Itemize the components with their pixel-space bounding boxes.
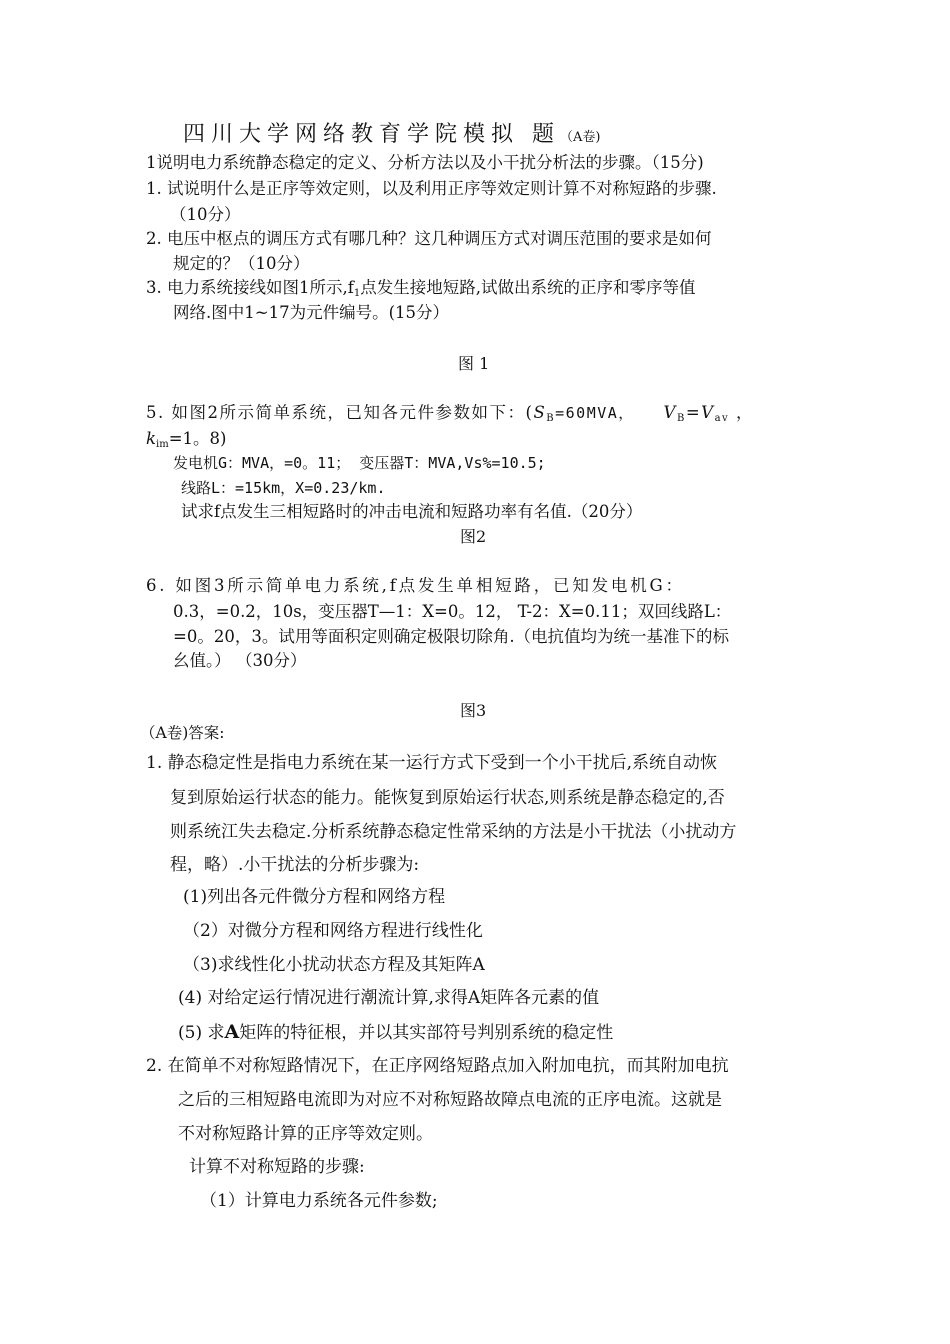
figure-2-caption: 图2 — [460, 527, 487, 546]
title-suffix: （A卷) — [560, 130, 601, 145]
answer-1-step1: (1)列出各元件微分方程和网络方程 — [183, 887, 446, 907]
question-5-line-params: 线路L：=15km，X=0.23/km. — [181, 479, 386, 497]
step5-b: 矩阵的特征根，并以其实部符号判别系统的稳定性 — [239, 1023, 614, 1043]
q5-text-b: =60MVA， — [555, 404, 635, 422]
q5-S-sub: B — [546, 413, 556, 424]
answer-2-line2: 之后的三相短路电流即为对应不对称短路故障点电流的正序电流。这就是 — [178, 1090, 722, 1110]
q5-line2-b: =1。8) — [168, 429, 227, 448]
q5-comma: ， — [729, 403, 754, 422]
question-6-line3: =0。20，3。试用等面积定则确定极限切除角.（电抗值均为统一基准下的标 — [173, 627, 730, 646]
q5-S: S — [533, 403, 547, 422]
answer-2-step1: （1）计算电力系统各元件参数; — [200, 1191, 438, 1211]
question-4-line1 — [146, 277, 695, 305]
answer-1-line3: 则系统江失去稳定.分析系统静态稳定性常采纳的方法是小干扰法（小扰动方 — [170, 822, 737, 842]
answer-1-step3: （3)求线性化小扰动状态方程及其矩阵A — [183, 955, 485, 975]
question-3-line2: 规定的？（10分） — [173, 254, 310, 273]
q5-k-sub: im — [156, 439, 169, 450]
q5-k: k — [146, 429, 156, 448]
step5-a: (5) 求 — [178, 1023, 225, 1043]
question-5-generator: 发电机G：MVA，=0。11； 变压器T：MVA,Vs%=10.5; — [173, 454, 546, 472]
answer-1-line2: 复到原始运行状态的能力。能恢复到原始运行状态,则系统是静态稳定的,否 — [170, 788, 725, 808]
q5-eq: = — [685, 403, 702, 422]
answer-2-line3: 不对称短路计算的正序等效定则。 — [178, 1124, 433, 1144]
title-main: 四川大学网络教育学院模拟 题 — [183, 122, 560, 147]
q5-text-a: 5. 如图2所示简单系统，已知各元件参数如下：( — [146, 403, 534, 422]
answers-heading: （A卷)答案: — [140, 724, 225, 742]
question-3-line1: 2. 电压中枢点的调压方式有哪几种？这几种调压方式对调压范围的要求是如何 — [146, 229, 712, 248]
q5-V: V — [663, 403, 677, 422]
question-4-line2: 网络.图中1~17为元件编号。(15分） — [173, 303, 449, 322]
question-5-ask: 试求f点发生三相短路时的冲击电流和短路功率有名值.（20分） — [181, 502, 643, 521]
question-6-line4: 幺值。） （30分） — [173, 651, 307, 670]
answer-1-step2: （2）对微分方程和网络方程进行线性化 — [183, 921, 483, 941]
q5-V-sub: B — [676, 413, 686, 424]
page-title — [183, 124, 600, 149]
q5-Vav-sub: av — [714, 413, 730, 424]
question-2-line2: （10分） — [170, 205, 241, 224]
answer-1-step4: (4) 对给定运行情况进行潮流计算,求得A矩阵各元素的值 — [178, 988, 600, 1008]
answer-2-steps-heading: 计算不对称短路的步骤: — [189, 1157, 365, 1177]
answer-1-step5 — [178, 1021, 613, 1044]
question-2-line1: 1. 试说明什么是正序等效定则，以及利用正序等效定则计算不对称短路的步骤. — [146, 179, 717, 198]
question-5-line1 — [146, 402, 754, 430]
answer-1-line1: 1. 静态稳定性是指电力系统在某一运行方式下受到一个小干扰后,系统自动恢 — [146, 753, 718, 773]
question-1: 1说明电力系统静态稳定的定义、分析方法以及小干扰分析法的步骤。（15分) — [146, 153, 704, 172]
step5-bold: A — [224, 1021, 240, 1043]
figure-3-caption: 图3 — [460, 701, 487, 720]
answer-2-line1: 2. 在简单不对称短路情况下，在正序网络短路点加入附加电抗，而其附加电抗 — [146, 1056, 729, 1076]
question-6-line2: 0.3，=0.2，10s，变压器T—1：X=0。12， T-2：X=0.11；双回线路L： — [173, 602, 732, 621]
q4-subscript: 1 — [353, 288, 361, 299]
question-6-line1: 6. 如图3所示简单电力系统,f点发生单相短路，已知发电机G： — [146, 576, 685, 595]
figure-1-caption: 图 1 — [458, 354, 490, 373]
q5-Vav: V — [701, 403, 715, 422]
answer-1-line4: 程，略）.小干扰法的分析步骤为: — [170, 855, 420, 875]
q4-text-a: 3. 电力系统接线如图1所示,f — [146, 278, 354, 297]
q4-text-b: 点发生接地短路,试做出系统的正序和零序等值 — [360, 278, 696, 297]
